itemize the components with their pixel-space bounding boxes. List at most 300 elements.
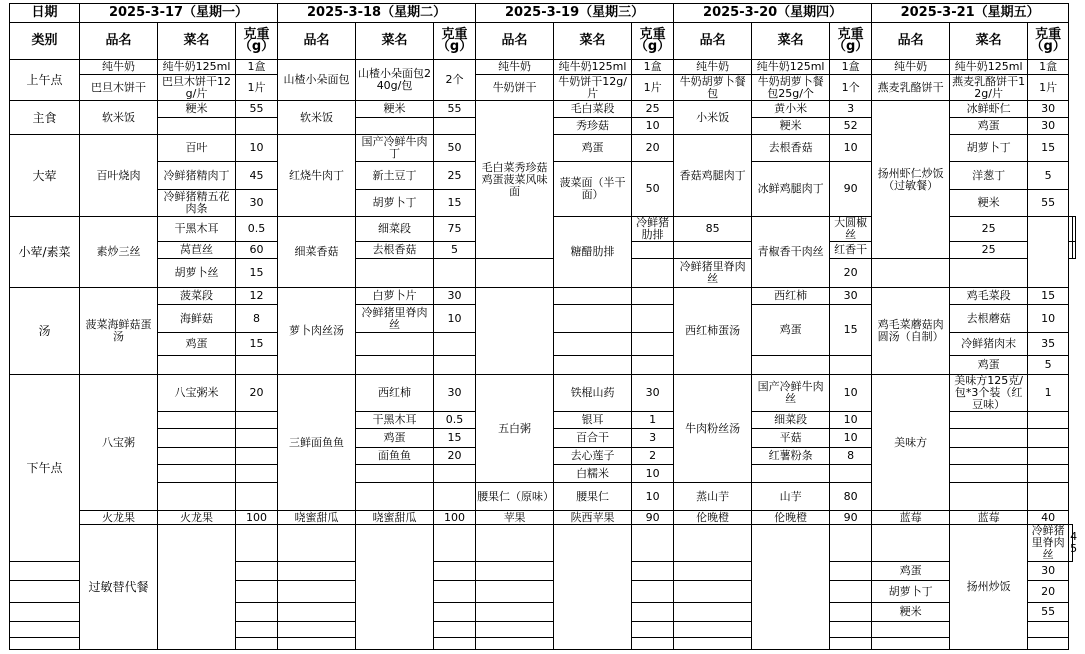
dish-name: 纯牛奶	[80, 60, 158, 75]
weight-value: 25	[950, 242, 1028, 259]
ingredient-name	[554, 333, 632, 356]
dish-name: 素炒三丝	[80, 217, 158, 288]
ingredient-name	[278, 581, 356, 603]
ingredient-name	[158, 356, 236, 375]
weight-value	[632, 288, 674, 305]
ingredient-name: 冷鲜猪精五花肉条	[158, 190, 236, 217]
col-dish-1: 品名	[80, 23, 158, 60]
weight-value	[632, 356, 674, 375]
weight-value	[1028, 429, 1069, 448]
weight-value	[236, 356, 278, 375]
weight-value	[236, 603, 278, 622]
ingredient-name: 鸡蛋	[356, 429, 434, 448]
ingredient-name: 哓蜜甜瓜	[356, 511, 434, 525]
weight-value	[830, 622, 872, 638]
ingredient-name: 纯牛奶125ml	[158, 60, 236, 75]
weight-value: 0.5	[434, 412, 476, 429]
ingredient-name: 胡萝卜丝	[158, 259, 236, 288]
ingredient-name	[10, 562, 80, 581]
weight-value: 15	[830, 305, 872, 356]
ingredient-name: 西红柿	[752, 288, 830, 305]
weight-value: 55	[236, 101, 278, 118]
ingredient-name	[476, 259, 554, 288]
table-row	[10, 75, 1076, 101]
ingredient-name: 红香干	[830, 242, 872, 259]
ingredient-name: 冷鲜猪里脊肉丝	[1028, 525, 1069, 562]
dish-name: 山楂小朵面包	[278, 60, 356, 101]
ingredient-name: 冷鲜猪肋排	[632, 217, 674, 242]
ingredient-name: 美味方125克/包*3个装（红豆味）	[950, 375, 1028, 412]
ingredient-name: 牛奶饼干12g/片	[554, 75, 632, 101]
dish-name: 扬州虾仁炒饭（过敏餐）	[872, 101, 950, 259]
ingredient-name: 秀珍菇	[554, 118, 632, 135]
ingredient-name	[10, 638, 80, 650]
col-weight-2: 克重（g）	[434, 23, 476, 60]
ingredient-name	[356, 465, 434, 483]
ingredient-name: 冷鲜猪里脊肉丝	[356, 305, 434, 333]
col-ingredient-4: 菜名	[752, 23, 830, 60]
weight-value: 100	[236, 511, 278, 525]
weight-value: 10	[632, 483, 674, 511]
dish-name: 软米饭	[80, 101, 158, 135]
weight-value	[434, 581, 476, 603]
weight-value	[674, 525, 752, 562]
ingredient-name: 细菜段	[752, 412, 830, 429]
weight-value: 15	[1028, 288, 1069, 305]
weight-value: 50	[434, 135, 476, 162]
ingredient-name: 新土豆丁	[356, 162, 434, 190]
ingredient-name: 粳米	[950, 190, 1028, 217]
ingredient-name	[950, 429, 1028, 448]
ingredient-name: 干黑木耳	[158, 217, 236, 242]
dish-name: 火龙果	[80, 511, 158, 525]
weight-value: 20	[236, 375, 278, 412]
ingredient-name: 燕麦乳酪饼干12g/片	[950, 75, 1028, 101]
weight-value	[830, 356, 872, 375]
ingredient-name: 百合干	[554, 429, 632, 448]
ingredient-name: 纯牛奶125ml	[950, 60, 1028, 75]
ingredient-name: 陕西苹果	[554, 511, 632, 525]
weight-value	[632, 581, 674, 603]
column-header-row	[10, 23, 1076, 60]
col-weight-1: 克重（g）	[236, 23, 278, 60]
dish-name: 扬州炒饭	[950, 525, 1028, 650]
weight-value	[1028, 622, 1069, 638]
weight-value: 1片	[236, 75, 278, 101]
weight-value: 5	[1028, 162, 1069, 190]
weight-value	[830, 465, 872, 483]
weight-value: 3	[830, 101, 872, 118]
ingredient-name	[674, 603, 752, 622]
ingredient-name: 鸡蛋	[752, 305, 830, 356]
dish-name: 软米饭	[278, 101, 356, 135]
category-side-dish: 小荤/素菜	[10, 217, 80, 288]
ingredient-name: 洋葱丁	[950, 162, 1028, 190]
dish-name: 鸡毛菜蘑菇肉圆汤（自制）	[872, 288, 950, 375]
dish-name: 萝卜肉丝汤	[278, 288, 356, 375]
ingredient-name	[476, 603, 554, 622]
ingredient-name: 胡萝卜丁	[872, 581, 950, 603]
weight-value	[632, 622, 674, 638]
weight-value	[434, 483, 476, 511]
ingredient-name: 红薯粉条	[752, 448, 830, 465]
ingredient-name: 毛白菜段	[554, 101, 632, 118]
dish-name: 伦晚橙	[674, 511, 752, 525]
weight-value	[632, 603, 674, 622]
weight-value: 2	[632, 448, 674, 465]
ingredient-name	[356, 356, 434, 375]
weight-value	[434, 603, 476, 622]
ingredient-name: 牛奶胡萝卜餐包25g/个	[752, 75, 830, 101]
ingredient-name	[278, 603, 356, 622]
ingredient-name	[434, 525, 476, 562]
dish-name: 百叶烧肉	[80, 135, 158, 217]
ingredient-name	[476, 581, 554, 603]
col-ingredient-2: 菜名	[356, 23, 434, 60]
ingredient-name: 粳米	[752, 118, 830, 135]
weight-value	[434, 562, 476, 581]
weight-value	[236, 483, 278, 511]
weight-value: 15	[236, 333, 278, 356]
ingredient-name	[950, 483, 1028, 511]
dish-name: 燕麦乳酪饼干	[872, 75, 950, 101]
weight-value	[236, 465, 278, 483]
ingredient-name	[674, 581, 752, 603]
weight-value: 1	[1028, 375, 1069, 412]
ingredient-name	[10, 581, 80, 603]
weight-value: 15	[434, 190, 476, 217]
weight-value	[1072, 242, 1075, 259]
category-main-dish: 大荤	[10, 135, 80, 217]
ingredient-name: 火龙果	[158, 511, 236, 525]
ingredient-name: 平菇	[752, 429, 830, 448]
dish-name: 细菜香菇	[278, 217, 356, 288]
ingredient-name: 菠菜面（半干面）	[554, 162, 632, 217]
weight-value: 1个	[830, 75, 872, 101]
weight-value	[434, 622, 476, 638]
weight-value	[872, 525, 950, 562]
weight-value	[434, 465, 476, 483]
category-allergy: 过敏替代餐	[80, 525, 158, 650]
ingredient-name	[278, 622, 356, 638]
weight-value: 30	[434, 288, 476, 305]
weight-value: 30	[434, 375, 476, 412]
dish-name: 牛奶胡萝卜餐包	[674, 75, 752, 101]
weight-value: 10	[830, 375, 872, 412]
ingredient-name: 国产冷鲜牛肉丁	[356, 135, 434, 162]
weight-value: 10	[1028, 305, 1069, 333]
weight-value: 30	[1028, 562, 1069, 581]
dish-name: 美味方	[872, 375, 950, 511]
weight-value: 15	[1028, 135, 1069, 162]
col-dish-4: 品名	[674, 23, 752, 60]
weight-value	[1028, 638, 1069, 650]
ingredient-name: 鸡毛菜段	[950, 288, 1028, 305]
weight-value: 10	[830, 412, 872, 429]
weight-value	[1072, 217, 1075, 242]
ingredient-name	[476, 622, 554, 638]
weight-value: 15	[236, 259, 278, 288]
ingredient-name	[632, 242, 674, 259]
dish-name	[554, 525, 632, 650]
weight-value	[1028, 465, 1069, 483]
ingredient-name: 伦晚橙	[752, 511, 830, 525]
weight-value: 100	[434, 511, 476, 525]
date-day-1: 2025-3-17（星期一）	[80, 4, 278, 23]
col-ingredient-1: 菜名	[158, 23, 236, 60]
weight-value: 1盒	[236, 60, 278, 75]
table-row	[10, 101, 1076, 118]
dish-name: 苹果	[476, 511, 554, 525]
ingredient-name: 鸡蛋	[554, 135, 632, 162]
col-dish-3: 品名	[476, 23, 554, 60]
weight-value	[236, 581, 278, 603]
weight-value: 1盒	[1028, 60, 1069, 75]
ingredient-name: 蓝莓	[950, 511, 1028, 525]
ingredient-name	[356, 259, 434, 288]
weight-value	[434, 259, 476, 288]
ingredient-name: 冷鲜猪肉末	[950, 333, 1028, 356]
weight-value: 25	[632, 101, 674, 118]
table-row	[10, 525, 1076, 562]
weight-value: 30	[1028, 101, 1069, 118]
weight-value: 15	[434, 429, 476, 448]
col-ingredient-5: 菜名	[950, 23, 1028, 60]
weight-value	[236, 562, 278, 581]
weight-value	[434, 333, 476, 356]
date-day-5: 2025-3-21（星期五）	[872, 4, 1069, 23]
weight-value: 2个	[434, 60, 476, 101]
ingredient-name	[830, 525, 872, 562]
dish-name: 小米饭	[674, 101, 752, 135]
date-day-2: 2025-3-18（星期二）	[278, 4, 476, 23]
weight-value: 5	[434, 242, 476, 259]
table-row	[10, 375, 1076, 412]
col-weight-5: 克重（g）	[1028, 23, 1069, 60]
weight-value	[278, 525, 356, 562]
ingredient-name: 胡萝卜丁	[356, 190, 434, 217]
ingredient-name	[476, 562, 554, 581]
col-dish-2: 品名	[278, 23, 356, 60]
weight-value: 90	[830, 162, 872, 217]
ingredient-name	[554, 305, 632, 333]
dish-name	[476, 288, 554, 375]
weight-value: 50	[632, 162, 674, 217]
ingredient-name: 粳米	[158, 101, 236, 118]
col-weight-4: 克重（g）	[830, 23, 872, 60]
weight-value: 20	[434, 448, 476, 465]
weight-value: 55	[1028, 190, 1069, 217]
weight-value: 12	[236, 288, 278, 305]
dish-name: 五白粥	[476, 375, 554, 483]
dish-name: 纯牛奶	[872, 60, 950, 75]
ingredient-name: 粳米	[872, 603, 950, 622]
ingredient-name: 国产冷鲜牛肉丝	[752, 375, 830, 412]
dish-name: 青椒香干肉丝	[752, 217, 830, 288]
ingredient-name	[950, 465, 1028, 483]
ingredient-name: 莴苣丝	[158, 242, 236, 259]
weight-value	[434, 356, 476, 375]
weight-value	[236, 638, 278, 650]
ingredient-name	[236, 525, 278, 562]
ingredient-name: 西红柿	[356, 375, 434, 412]
weight-value	[632, 259, 674, 288]
ingredient-name: 鸡蛋	[158, 333, 236, 356]
weight-value	[674, 242, 752, 259]
weight-value	[632, 638, 674, 650]
dish-name	[356, 525, 434, 650]
date-row	[10, 4, 1076, 23]
weight-value	[236, 118, 278, 135]
dish-name: 纯牛奶	[674, 60, 752, 75]
ingredient-name: 鸡蛋	[950, 356, 1028, 375]
dish-name: 糖醋肋排	[554, 217, 632, 288]
weight-value	[830, 562, 872, 581]
category-staple: 主食	[10, 101, 80, 135]
ingredient-name	[356, 333, 434, 356]
weight-value: 55	[434, 101, 476, 118]
ingredient-name	[674, 638, 752, 650]
weight-value: 35	[1028, 333, 1069, 356]
weight-value: 30	[1028, 118, 1069, 135]
ingredient-name: 纯牛奶125ml	[752, 60, 830, 75]
date-label: 日期	[10, 4, 80, 23]
ingredient-name	[10, 603, 80, 622]
dish-name: 蒸山芋	[674, 483, 752, 511]
ingredient-name	[158, 118, 236, 135]
ingredient-name	[158, 465, 236, 483]
date-day-3: 2025-3-19（星期三）	[476, 4, 674, 23]
weight-value	[830, 603, 872, 622]
ingredient-name	[356, 118, 434, 135]
dish-name: 牛肉粉丝汤	[674, 375, 752, 483]
ingredient-name	[752, 465, 830, 483]
ingredient-name: 纯牛奶125ml	[554, 60, 632, 75]
ingredient-name: 去根香菇	[752, 135, 830, 162]
ingredient-name: 去心莲子	[554, 448, 632, 465]
ingredient-name	[674, 562, 752, 581]
ingredient-name: 细菜段	[356, 217, 434, 242]
weight-value	[632, 305, 674, 333]
ingredient-name: 去根蘑菇	[950, 305, 1028, 333]
ingredient-name: 海鲜菇	[158, 305, 236, 333]
ingredient-name: 冷鲜猪精肉丁	[158, 162, 236, 190]
weight-value: 1盒	[830, 60, 872, 75]
ingredient-name	[950, 412, 1028, 429]
ingredient-name: 腰果仁	[554, 483, 632, 511]
weight-value	[236, 412, 278, 429]
weight-value: 20	[1028, 581, 1069, 603]
ingredient-name	[158, 429, 236, 448]
weight-value: 45	[1069, 525, 1072, 562]
weight-value	[1028, 448, 1069, 465]
table-row	[10, 259, 1076, 288]
ingredient-name	[632, 525, 674, 562]
weight-value: 10	[632, 118, 674, 135]
weight-value: 1片	[632, 75, 674, 101]
table-row	[10, 60, 1076, 75]
ingredient-name	[872, 638, 950, 650]
ingredient-name: 冷鲜猪里脊肉丝	[674, 259, 752, 288]
dish-name	[752, 525, 830, 650]
weight-value: 1	[632, 412, 674, 429]
ingredient-name	[158, 412, 236, 429]
weight-value: 10	[236, 135, 278, 162]
ingredient-name	[356, 483, 434, 511]
weight-value	[236, 429, 278, 448]
ingredient-name	[278, 638, 356, 650]
weight-value: 30	[632, 375, 674, 412]
dish-name: 纯牛奶	[476, 60, 554, 75]
ingredient-name: 去根香菇	[356, 242, 434, 259]
weight-value	[476, 525, 554, 562]
ingredient-name	[872, 259, 950, 288]
weight-value: 80	[830, 483, 872, 511]
weight-value: 40	[1028, 511, 1069, 525]
ingredient-name: 八宝粥米	[158, 375, 236, 412]
ingredient-name: 冰鲜鸡腿肉丁	[752, 162, 830, 217]
ingredient-name	[554, 288, 632, 305]
weight-value	[830, 581, 872, 603]
ingredient-name: 面鱼鱼	[356, 448, 434, 465]
ingredient-name	[158, 483, 236, 511]
ingredient-name	[872, 622, 950, 638]
dish-name: 毛白菜秀珍菇鸡蛋菠菜风味面	[476, 101, 554, 259]
ingredient-name: 银耳	[554, 412, 632, 429]
weight-value	[434, 118, 476, 135]
dish-name: 香菇鸡腿肉丁	[674, 135, 752, 217]
weight-value: 20	[830, 259, 872, 288]
weight-value	[632, 562, 674, 581]
ingredient-name: 鸡蛋	[872, 562, 950, 581]
ingredient-name: 白萝卜片	[356, 288, 434, 305]
ingredient-name	[158, 448, 236, 465]
ingredient-name: 粳米	[356, 101, 434, 118]
ingredient-name	[752, 356, 830, 375]
weight-value: 25	[950, 217, 1028, 242]
weight-value: 10	[632, 465, 674, 483]
dish-name: 哓蜜甜瓜	[278, 511, 356, 525]
dish-name: 蓝莓	[872, 511, 950, 525]
weight-value: 90	[632, 511, 674, 525]
weight-value: 52	[830, 118, 872, 135]
ingredient-name: 干黑木耳	[356, 412, 434, 429]
dish-name: 菠菜海鲜菇蛋汤	[80, 288, 158, 375]
date-day-4: 2025-3-20（星期四）	[674, 4, 872, 23]
weight-value: 1盒	[632, 60, 674, 75]
col-ingredient-3: 菜名	[554, 23, 632, 60]
category-label: 类别	[10, 23, 80, 60]
ingredient-name	[674, 622, 752, 638]
ingredient-name: 冰鲜虾仁	[950, 101, 1028, 118]
weight-value: 10	[830, 135, 872, 162]
weight-value: 8	[830, 448, 872, 465]
dish-name: 牛奶饼干	[476, 75, 554, 101]
col-weight-3: 克重（g）	[632, 23, 674, 60]
weight-value	[1028, 483, 1069, 511]
weight-value	[236, 622, 278, 638]
ingredient-name: 鸡蛋	[950, 118, 1028, 135]
weight-value	[1028, 412, 1069, 429]
ingredient-name	[554, 356, 632, 375]
weight-value: 75	[434, 217, 476, 242]
weight-value: 30	[236, 190, 278, 217]
weight-value: 10	[830, 429, 872, 448]
weight-value: 30	[830, 288, 872, 305]
weight-value: 1片	[1028, 75, 1069, 101]
ingredient-name: 铁棍山药	[554, 375, 632, 412]
weight-value	[632, 333, 674, 356]
